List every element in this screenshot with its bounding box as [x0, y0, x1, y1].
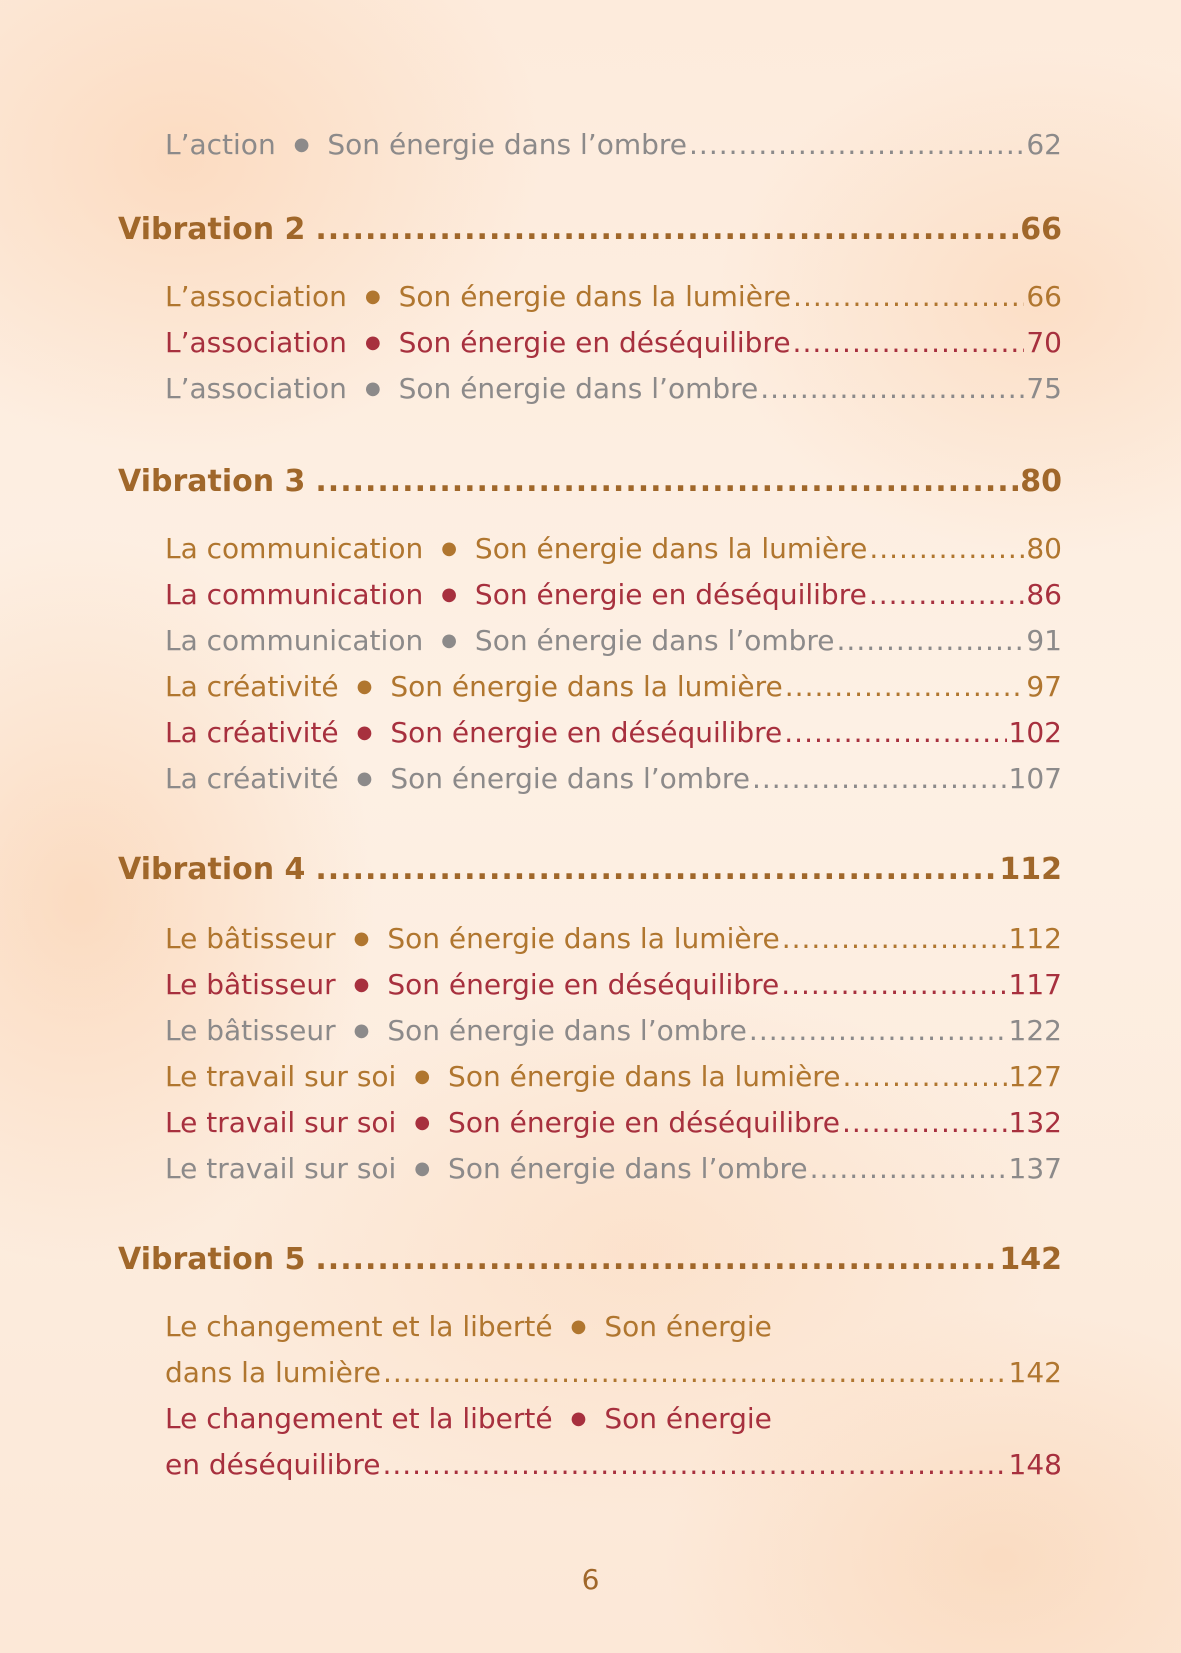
- dot-leader: [869, 578, 1025, 611]
- toc-entry-page: 66: [1026, 280, 1062, 313]
- bullet-icon: ●: [414, 1066, 431, 1087]
- bullet-icon: ●: [364, 286, 381, 307]
- toc-entry-title: Son énergie dans l’ombre: [327, 128, 688, 161]
- vibration-label: Vibration 2: [118, 212, 306, 247]
- toc-entry-title: Son énergie en déséquilibre: [390, 716, 783, 749]
- dot-leader: [810, 1152, 1007, 1185]
- toc-entry-title: Son énergie dans la lumière: [448, 1060, 841, 1093]
- vibration-label: Vibration 5: [118, 1242, 306, 1277]
- dot-leader: [760, 372, 1024, 405]
- dot-leader: [837, 624, 1025, 657]
- toc-entry-topic: Le bâtisseur: [165, 1014, 336, 1047]
- bullet-icon: ●: [356, 722, 373, 743]
- vibration-label: Vibration 4: [118, 852, 306, 887]
- toc-entry-continuation[interactable]: [165, 1356, 1062, 1389]
- toc-entry[interactable]: [165, 372, 1062, 405]
- toc-entry[interactable]: [165, 1106, 1062, 1139]
- toc-entry-topic: L’association: [165, 372, 347, 405]
- toc-entry[interactable]: [165, 326, 1062, 359]
- toc-entry-page: 112: [1008, 922, 1062, 955]
- toc-entry-title: Son énergie: [604, 1402, 772, 1435]
- bullet-icon: ●: [353, 928, 370, 949]
- toc-entry-page: 102: [1008, 716, 1062, 749]
- vibration-heading[interactable]: [118, 212, 1062, 247]
- toc-entry-title: Son énergie dans la lumière: [390, 670, 783, 703]
- dot-leader: [383, 1356, 1007, 1389]
- toc-entry-title: Son énergie en déséquilibre: [448, 1106, 840, 1139]
- toc-entry-topic: Le travail sur soi: [165, 1106, 397, 1139]
- toc-entry-title: Son énergie en déséquilibre: [474, 578, 867, 611]
- toc-entry-title-continuation: en déséquilibre: [165, 1448, 381, 1481]
- dot-leader: [752, 762, 1007, 795]
- toc-entry-topic: Le bâtisseur: [165, 968, 336, 1001]
- bullet-icon: ●: [414, 1112, 431, 1133]
- toc-entry-topic: La communication: [165, 578, 424, 611]
- dot-leader: [689, 128, 1024, 161]
- vibration-heading[interactable]: [118, 852, 1062, 887]
- dot-leader: [315, 464, 1018, 499]
- toc-entry-topic: La communication: [165, 624, 424, 657]
- bullet-icon: ●: [293, 134, 310, 155]
- bullet-icon: ●: [364, 378, 381, 399]
- dot-leader: [785, 670, 1025, 703]
- bullet-icon: ●: [570, 1316, 587, 1337]
- bullet-icon: ●: [364, 332, 381, 353]
- bullet-icon: ●: [441, 630, 457, 651]
- toc-entry[interactable]: [165, 624, 1062, 657]
- toc-entry[interactable]: [165, 532, 1062, 565]
- toc-entry-topic: La communication: [165, 532, 424, 565]
- dot-leader: [842, 1106, 1007, 1139]
- toc-entry-page: 75: [1026, 372, 1062, 405]
- vibration-page: 142: [999, 1242, 1062, 1277]
- toc-entry[interactable]: [165, 670, 1062, 703]
- toc-entry-topic: L’association: [165, 280, 347, 313]
- bullet-icon: ●: [353, 974, 370, 995]
- toc-entry[interactable]: [165, 968, 1062, 1001]
- toc-entry-title: Son énergie dans l’ombre: [474, 624, 835, 657]
- dot-leader: [382, 1448, 1006, 1481]
- toc-entry[interactable]: [165, 1402, 1062, 1435]
- toc-entry-page: 70: [1026, 326, 1062, 359]
- dot-leader: [784, 716, 1006, 749]
- toc-entry-continuation[interactable]: [165, 1448, 1062, 1481]
- toc-entry-topic: L’association: [165, 326, 347, 359]
- toc-entry-topic: L’action: [165, 128, 276, 161]
- toc-entry-topic: La créativité: [165, 716, 339, 749]
- toc-entry-topic: Le changement et la liberté: [165, 1402, 553, 1435]
- toc-entry-title: Son énergie dans l’ombre: [387, 1014, 747, 1047]
- toc-entry-page: 80: [1026, 532, 1062, 565]
- dot-leader: [315, 852, 997, 887]
- toc-entry-page: 107: [1008, 762, 1062, 795]
- dot-leader: [793, 326, 1025, 359]
- toc-entry-title: Son énergie dans la lumière: [398, 280, 792, 313]
- toc-entry-title: Son énergie en déséquilibre: [398, 326, 791, 359]
- toc-entry-topic: Le travail sur soi: [165, 1060, 397, 1093]
- bullet-icon: ●: [356, 676, 373, 697]
- toc-entry-title: Son énergie dans la lumière: [387, 922, 780, 955]
- bullet-icon: ●: [353, 1020, 370, 1041]
- dot-leader: [315, 1242, 997, 1277]
- toc-entry[interactable]: [165, 1152, 1062, 1185]
- toc-entry[interactable]: [165, 128, 1062, 161]
- toc-entry[interactable]: [165, 762, 1062, 795]
- toc-entry[interactable]: [165, 1014, 1062, 1047]
- toc-entry-page: 132: [1008, 1106, 1062, 1139]
- toc-entry-page: 142: [1008, 1356, 1062, 1389]
- toc-entry-page: 137: [1008, 1152, 1062, 1185]
- vibration-heading[interactable]: [118, 1242, 1062, 1277]
- toc-entry[interactable]: [165, 280, 1062, 313]
- vibration-heading[interactable]: [118, 464, 1062, 499]
- toc-entry[interactable]: [165, 716, 1062, 749]
- dot-leader: [869, 532, 1024, 565]
- dot-leader: [842, 1060, 1006, 1093]
- toc-entry-topic: Le changement et la liberté: [165, 1310, 553, 1343]
- toc-entry-title: Son énergie: [604, 1310, 772, 1343]
- toc-entry-topic: Le travail sur soi: [165, 1152, 397, 1185]
- toc-entry-title: Son énergie dans l’ombre: [398, 372, 759, 405]
- toc-entry[interactable]: [165, 922, 1062, 955]
- toc-entry-title: Son énergie dans l’ombre: [390, 762, 750, 795]
- toc-entry-title: Son énergie en déséquilibre: [387, 968, 780, 1001]
- toc-entry-page: 86: [1026, 578, 1062, 611]
- bullet-icon: ●: [570, 1408, 587, 1429]
- toc-entry-page: 97: [1026, 670, 1062, 703]
- bullet-icon: ●: [356, 768, 373, 789]
- bullet-icon: ●: [441, 584, 457, 605]
- vibration-page: 112: [999, 852, 1062, 887]
- bullet-icon: ●: [441, 538, 457, 559]
- page-number: 6: [581, 1563, 600, 1596]
- toc-entry-page: 127: [1008, 1060, 1062, 1093]
- toc-entry-page: 122: [1008, 1014, 1062, 1047]
- vibration-page: 66: [1020, 212, 1062, 247]
- toc-entry-title: Son énergie dans la lumière: [474, 532, 868, 565]
- toc-entry-topic: La créativité: [165, 762, 339, 795]
- dot-leader: [782, 922, 1007, 955]
- toc-entry[interactable]: [165, 1310, 1062, 1343]
- toc-entry-page: 148: [1008, 1448, 1062, 1481]
- dot-leader: [315, 212, 1018, 247]
- toc-entry-title-continuation: dans la lumière: [165, 1356, 381, 1389]
- dot-leader: [749, 1014, 1007, 1047]
- toc-entry-topic: Le bâtisseur: [165, 922, 336, 955]
- dot-leader: [781, 968, 1006, 1001]
- toc-entry-page: 62: [1026, 128, 1062, 161]
- dot-leader: [793, 280, 1024, 313]
- toc-entry-page: 91: [1026, 624, 1062, 657]
- toc-entry[interactable]: [165, 1060, 1062, 1093]
- toc-entry-page: 117: [1008, 968, 1062, 1001]
- bullet-icon: ●: [414, 1158, 431, 1179]
- vibration-label: Vibration 3: [118, 464, 306, 499]
- toc-entry[interactable]: [165, 578, 1062, 611]
- toc-entry-title: Son énergie dans l’ombre: [448, 1152, 808, 1185]
- toc-entry-topic: La créativité: [165, 670, 339, 703]
- vibration-page: 80: [1020, 464, 1062, 499]
